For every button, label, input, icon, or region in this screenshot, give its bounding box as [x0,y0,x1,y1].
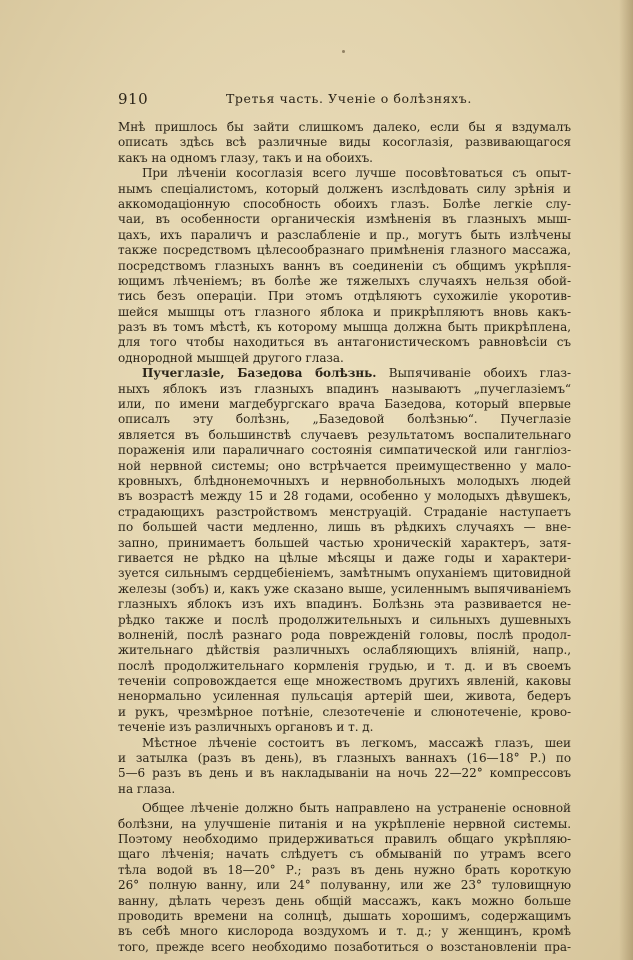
text-line: проводить времени на солнцѣ, дышать хорошимъ, содержащимъ [118,908,571,923]
text-line: ванну, дѣлать черезъ день общій массажъ, какъ можно больше [118,893,571,908]
text-line: является въ большинствѣ случаевъ результатомъ воспалительнаго [118,427,571,442]
text-line: рѣдко также и послѣ продолжительныхъ и сильныхъ душевныхъ [118,612,571,627]
text-line [118,366,571,381]
text-line: на глаза. [118,781,176,796]
text-line: глазныхъ яблокъ изъ ихъ впадинъ. Болѣзнь эта развивается не- [118,597,571,612]
text-line: железы (зобъ) и, какъ уже сказано выше, усиленнымъ выпячиваніемъ [118,581,571,596]
text-line: Мѣстное лѣченіе состоитъ въ легкомъ, массажѣ глазъ, шеи [142,735,571,750]
text-line: Мнѣ пришлось бы зайти слишкомъ далеко, если бы я вздумалъ [118,120,571,134]
text-line: послѣ продолжительнаго кормленія грудью, и т. д. и въ своемъ [118,658,571,673]
page-header [118,90,576,110]
ink-speck [342,50,345,53]
text-line: теченіи сопровождается еще множествомъ другихъ явленій, каковы [118,674,571,689]
body-text [118,120,571,955]
text-line: или, по имени магдебургскаго врача Базедова, который впервые [118,397,571,412]
text-line: зуется сильнымъ сердцебіеніемъ, замѣтнымъ опуханіемъ щитовидной [118,566,571,581]
text-line: щаго лѣченія; начать слѣдуетъ съ обмываній по утрамъ всего [118,847,571,862]
text-line: въ себѣ много кислорода воздухомъ и т. д.; у женщинъ, кромѣ [118,924,571,939]
text-line: Общее лѣченіе должно быть направлено на устраненіе основной [142,801,571,816]
text-line: ющимъ лѣченіемъ; въ болѣе же тяжелыхъ случаяхъ нельзя обой- [118,273,571,288]
section-heading: Пучеглазіе, Базедова болѣзнь. [142,366,377,381]
text-line: и рукъ, чрезмѣрное потѣніе, слезотеченіе и слюнотеченіе, крово- [118,704,571,719]
text-line: 26° полную ванну, или 24° полуванну, или же 23° туловищную [118,878,571,893]
text-line: Поэтому необходимо придерживаться правилъ общаго укрѣпляю- [118,831,571,846]
text-line: При лѣченіи косоглазія всего лучше посовѣтоваться съ опыт- [142,166,571,181]
text-line: также посредствомъ цѣлесообразнаго примѣненія глазного массажа, [118,243,571,258]
text-line: 5—6 разъ въ день и въ накладываніи на ночь 22—22° компрессовъ [118,766,571,781]
text-line: тѣла водой въ 18—20° Р.; разъ въ день нужно брать короткую [118,862,571,877]
text-line: однородной мышцей другого глаза. [118,350,344,365]
text-line: какъ на одномъ глазу, такъ и на обоихъ. [118,150,373,165]
text-line: ненормально усиленная пульсація артерій шеи, живота, бедеръ [118,689,571,704]
text-line: болѣзни, на улучшеніе питанія и на укрѣпленіе нервной системы. [118,816,571,831]
text-line: пораженія или параличнаго состоянія симпатической или гангліоз- [118,443,571,458]
running-head: Третья часть. Ученіе о болѣзняхъ. [226,91,472,106]
text-line: нымъ спеціалистомъ, который долженъ изслѣдовать силу зрѣнія и [118,181,571,196]
text-line: разъ въ томъ мѣстѣ, къ которому мышца должна быть прикрѣплена, [118,320,571,335]
text-line: посредствомъ глазныхъ ваннъ въ соединеніи съ общимъ укрѣпля- [118,258,571,273]
text-line: аккомодаціонную способность обоихъ глазъ. Болѣе легкіе слу- [118,196,571,211]
text-line: жительнаго дѣйствія различныхъ ослабляющихъ вліяній, напр., [118,643,571,658]
text-line: шейся мышцы отъ глазного яблока и прикрѣпляютъ вновь какъ- [118,304,571,319]
text-line: ной нервной системы; оно встрѣчается преимущественно у мало- [118,458,571,473]
text-line: теченіе изъ различныхъ органовъ и т. д. [118,720,374,735]
text-line: гивается не рѣдко на цѣлые мѣсяцы и даже годы и характери- [118,550,571,565]
text-line: описалъ эту болѣзнь, „Базедовой болѣзнью“. Пучеглазіе [118,412,571,427]
text-line: описать здѣсь всѣ различные виды косоглазія, развивающагося [118,135,571,150]
text-line: волненій, послѣ разнаго рода поврежденій головы, послѣ продол- [118,627,571,642]
page-number: 910 [118,90,149,108]
page-gutter-shadow [619,0,633,960]
text-line: запно, принимаетъ большей частью хроническій характеръ, затя- [118,535,571,550]
text-line-rest: Выпячиваніе обоихъ глаз- [376,366,571,381]
text-line: для того чтобы находиться въ антагонистическомъ равновѣсіи съ [118,335,571,350]
text-line: того, прежде всего необходимо позаботиться о возстановленіи пра- [118,939,571,954]
text-line: цахъ, ихъ параличъ и разслабленіе и пр., могутъ быть излѣчены [118,227,571,242]
text-line: чаи, въ особенности органическія измѣненія въ глазныхъ мыш- [118,212,571,227]
text-line: ныхъ яблокъ изъ глазныхъ впадинъ называютъ „пучеглазіемъ“ [118,381,571,396]
text-line: страдающихъ разстройствомъ менструацій. Страданіе наступаетъ [118,504,571,519]
text-line: по большей части медленно, лишь въ рѣдкихъ случаяхъ — вне- [118,520,571,535]
text-line: въ возрастѣ между 15 и 28 годами, особенно у молодыхъ дѣвушекъ, [118,489,571,504]
text-line: и затылка (разъ въ день), въ глазныхъ ваннахъ (16—18° Р.) по [118,751,571,766]
text-line: тись безъ операціи. При этомъ отдѣляютъ сухожиліе укоротив- [118,289,571,304]
text-line: кровныхъ, блѣднонемочныхъ и нервнобольныхъ молодыхъ людей [118,473,571,488]
